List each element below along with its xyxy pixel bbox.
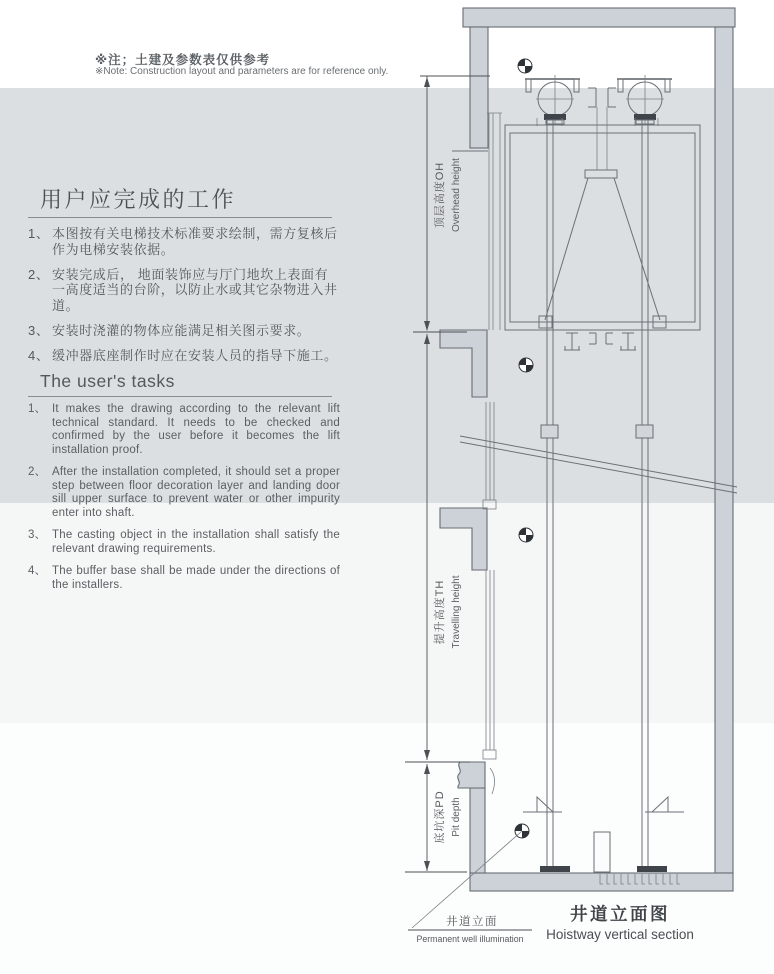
callout-en: Permanent well illumination	[416, 934, 524, 944]
item-number: 1、	[28, 226, 50, 241]
tasks-zh-title: 用户应完成的工作	[40, 187, 237, 212]
tasks-en-item	[28, 403, 340, 457]
item-number: 2、	[28, 466, 47, 478]
target-icon	[519, 528, 533, 542]
dim-pd-en: Pit depth	[451, 797, 462, 837]
caption-en: Hoistway vertical section	[546, 927, 694, 942]
item-text: The casting object in the installation shall satisfy the relevant drawing requirements.	[52, 529, 340, 555]
tasks-zh-item	[28, 267, 340, 314]
item-text: 安装完成后， 地面装饰应与厅门地坎上表面有一高度适当的台阶，以防止水或其它杂物进入井道。	[52, 266, 338, 313]
caption-zh: 井道立面图	[570, 904, 670, 924]
tasks-zh-list	[28, 226, 340, 373]
item-number: 3、	[28, 529, 47, 541]
guide-rails	[523, 120, 684, 872]
item-text: 缓冲器底座制作时应在安装人员的指导下施工。	[52, 347, 338, 363]
target-icon	[518, 59, 532, 73]
tasks-zh-item	[28, 226, 340, 257]
dim-oh-zh: 顶层高度OH	[434, 161, 446, 229]
figure-caption	[546, 904, 694, 942]
car-bottom-beams	[564, 333, 636, 350]
target-icon	[519, 358, 533, 372]
shaft-walls	[440, 8, 735, 891]
tasks-en-item	[28, 529, 340, 556]
item-number: 3、	[28, 322, 50, 338]
item-number: 4、	[28, 347, 50, 363]
item-number: 2、	[28, 266, 50, 282]
item-text: 安装时浇灌的物体应能满足相关图示要求。	[52, 322, 311, 338]
callout-zh: 井道立面	[446, 916, 498, 928]
tasks-en-title: The user's tasks	[40, 371, 175, 391]
tasks-zh-item	[28, 323, 340, 339]
tasks-zh-item	[28, 348, 340, 364]
dim-th-en: Travelling height	[451, 575, 462, 649]
note-zh: ※注；土建及参数表仅供参考	[95, 53, 271, 67]
landing-doors	[483, 113, 502, 794]
dim-oh-en: Overhead height	[451, 158, 462, 232]
item-text: After the installation completed, it should set a proper step between floor decoration layer and landing door sill upper surface to prevent water or other impurity enter into shaft.	[52, 466, 340, 519]
item-text: The buffer base shall be made under the directions of the installers.	[52, 565, 340, 591]
item-text: 本图按有关电梯技术标准要求绘制，需方复核后作为电梯安装依据。	[52, 226, 338, 257]
traction-sheaves	[525, 75, 672, 126]
tasks-en-divider	[28, 396, 332, 397]
buffer	[594, 832, 610, 872]
note-en: ※Note: Construction layout and parameters are for reference only.	[95, 66, 389, 77]
tasks-en-list	[28, 403, 340, 601]
item-number: 1、	[28, 403, 47, 415]
tasks-en-item	[28, 565, 340, 592]
tasks-en-item	[28, 466, 340, 520]
item-text: It makes the drawing according to the relevant lift technical standard. It needs to be checked and confirmed by the user before it becomes the lift installation proof.	[52, 403, 340, 456]
elevator-car	[505, 107, 700, 330]
tasks-zh-divider	[28, 217, 332, 218]
dim-th-zh: 提升高度TH	[434, 579, 446, 645]
dim-pd-zh: 底坑深PD	[434, 790, 446, 844]
break-line	[460, 436, 737, 493]
dimension-lines	[405, 76, 490, 872]
item-number: 4、	[28, 565, 47, 577]
